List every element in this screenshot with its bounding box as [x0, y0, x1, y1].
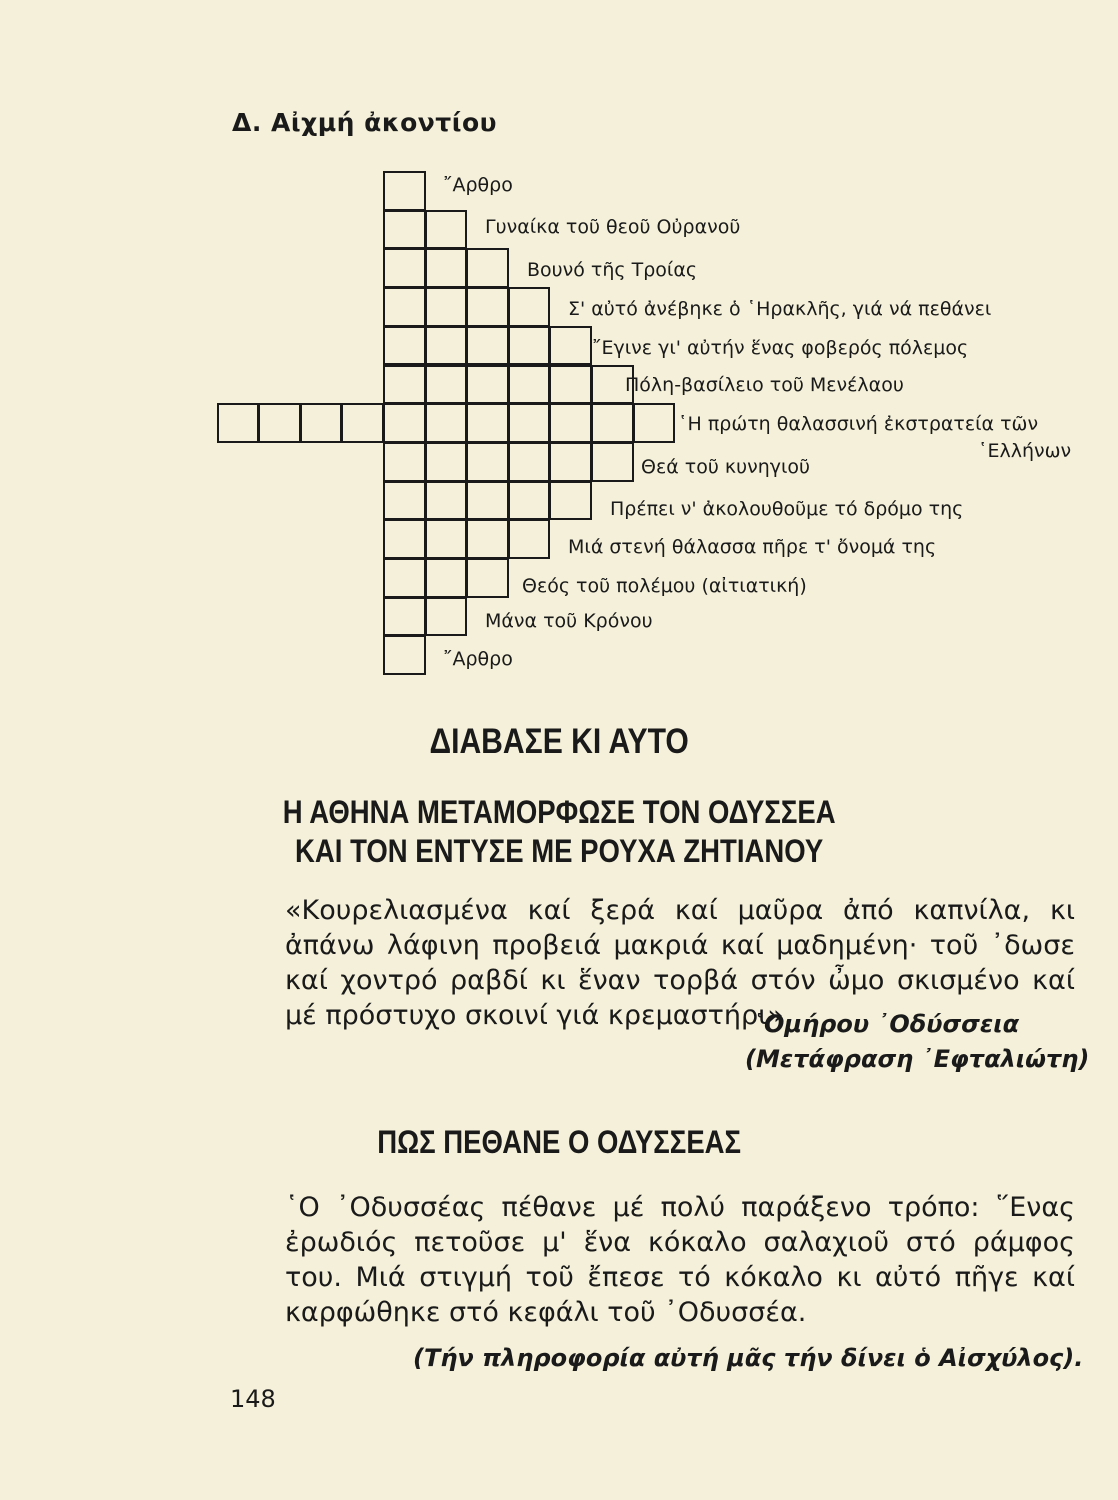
story1-title-line1: Η ΑΘΗΝΑ ΜΕΤΑΜΟΡΦΩΣΕ ΤΟΝ ΟΔΥΣΣΕΑ — [282, 794, 836, 830]
clue-6: Πόλη-βασίλειο τοῦ Μενέλαου — [625, 374, 904, 396]
clue-8: Θεά τοῦ κυνηγιοῦ — [641, 456, 811, 478]
crossword-cell — [425, 442, 468, 482]
crossword-cell — [425, 326, 468, 366]
crossword-cell — [425, 403, 468, 443]
clue-5: ῎Εγινε γι' αὐτήν ἕνας φοβερός πόλεμος — [592, 337, 969, 359]
crossword-cell — [466, 326, 509, 366]
crossword-cell — [425, 558, 468, 598]
crossword-cell — [300, 403, 343, 443]
crossword-cell — [383, 248, 426, 288]
crossword-cell — [508, 287, 551, 327]
clue-4: Σ' αὐτό ἀνέβηκε ὁ ῾Ηρακλῆς, γιά νά πεθάνει — [568, 298, 992, 320]
story1-title — [78, 793, 1039, 871]
story2-title: ΠΩΣ ΠΕΘΑΝΕ Ο ΟΔΥΣΣΕΑΣ — [377, 1124, 742, 1160]
crossword-cell — [383, 171, 426, 211]
crossword-cell — [591, 403, 634, 443]
clue-13: ῎Αρθρο — [443, 648, 513, 670]
crossword-cell — [508, 481, 551, 521]
story2-text: ῾Ο ᾽Οδυσσέας πέθανε μέ πολύ παράξενο τρόπο: ῞Ενας ἐρωδιός πετοῦσε μ' ἕνα κόκαλο σαλαχιοῦ στό ράμφος του. Μιά στιγμή τοῦ ἔπεσε τό κόκαλο κι αὐτό πῆγε καί καρφώθηκε στό κεφάλι τοῦ ᾽Οδυσσέα. — [285, 1192, 1075, 1328]
crossword-cell — [591, 442, 634, 482]
crossword-cell — [341, 403, 384, 443]
crossword-cell — [258, 403, 301, 443]
crossword-cell — [383, 287, 426, 327]
crossword-cell — [383, 365, 426, 405]
story1-text: «Κουρελιασμένα καί ξερά καί μαῦρα ἀπό καπνίλα, κι ἀπάνω λάφινη προβειά μακριά καί μαδημένη· τοῦ ᾽δωσε καί χοντρό ραβδί κι ἕναν τορβά στόν ὦμο σκισμένο καί μέ πρόστυχο σκοινί γιά κρεμαστήρι». — [285, 895, 1075, 1031]
crossword-cell — [383, 403, 426, 443]
crossword-cell — [508, 403, 551, 443]
clue-7: ῾Η πρώτη θαλασσινή ἐκστρατεία τῶν — [678, 413, 1039, 435]
clue-9: Πρέπει ν' ἀκολουθοῦμε τό δρόμο της — [610, 498, 964, 520]
crossword-cell — [466, 558, 509, 598]
crossword-cell — [425, 248, 468, 288]
clue-12: Μάνα τοῦ Κρόνου — [485, 610, 653, 632]
story2-source: (Τήν πληροφορία αὐτή μᾶς τήν δίνει ὁ Αἰσχύλος). — [413, 1344, 1084, 1372]
story1-translator: (Μετάφραση ᾽Εφταλιώτη) — [745, 1045, 1090, 1073]
crossword-cell — [425, 287, 468, 327]
crossword-cell — [549, 481, 592, 521]
page-number: 148 — [230, 1385, 276, 1413]
crossword-cell — [217, 403, 260, 443]
crossword-cell — [383, 558, 426, 598]
crossword-cell — [425, 365, 468, 405]
crossword-cell — [383, 597, 426, 637]
crossword-cell — [383, 442, 426, 482]
section-title: Δ. Αἰχμή ἀκοντίου — [232, 108, 498, 137]
crossword-cell — [425, 597, 468, 637]
crossword-cell — [425, 481, 468, 521]
clue-7-continued: ῾Ελλήνων — [978, 440, 1072, 462]
crossword-cell — [466, 287, 509, 327]
crossword-cell — [383, 326, 426, 366]
story1-title-line2: ΚΑΙ ΤΟΝ ΕΝΤΥΣΕ ΜΕ ΡΟΥΧΑ ΖΗΤΙΑΝΟΥ — [295, 833, 824, 869]
crossword-cell — [508, 326, 551, 366]
clue-11: Θεός τοῦ πολέμου (αἰτιατική) — [522, 575, 807, 597]
crossword-cell — [383, 210, 426, 250]
crossword-cell — [466, 519, 509, 559]
crossword-cell — [466, 248, 509, 288]
crossword-cell — [508, 442, 551, 482]
crossword-cell — [425, 519, 468, 559]
crossword-cell — [383, 481, 426, 521]
crossword-cell — [425, 210, 468, 250]
crossword-cell — [508, 365, 551, 405]
crossword-cell — [466, 481, 509, 521]
crossword-cell — [466, 403, 509, 443]
story1-source: ῾Ομήρου ᾽Οδύσσεια — [752, 1010, 1020, 1038]
clue-3: Βουνό τῆς Τροίας — [527, 259, 697, 281]
crossword-cell — [549, 442, 592, 482]
crossword-cell — [508, 519, 551, 559]
crossword-cell — [549, 403, 592, 443]
clue-1: ῎Αρθρο — [443, 174, 513, 196]
crossword-cell — [549, 326, 592, 366]
crossword-cell — [383, 519, 426, 559]
crossword-cell — [633, 403, 676, 443]
clue-10: Μιά στενή θάλασσα πῆρε τ' ὄνομά της — [568, 536, 937, 558]
clue-2: Γυναίκα τοῦ θεοῦ Οὐρανοῦ — [485, 216, 741, 238]
crossword-cell — [466, 365, 509, 405]
reading-section-heading: ΔΙΑΒΑΣΕ ΚΙ ΑΥΤΟ — [429, 722, 689, 761]
crossword-cell — [549, 365, 592, 405]
crossword-cell — [383, 635, 426, 675]
crossword-cell — [466, 442, 509, 482]
